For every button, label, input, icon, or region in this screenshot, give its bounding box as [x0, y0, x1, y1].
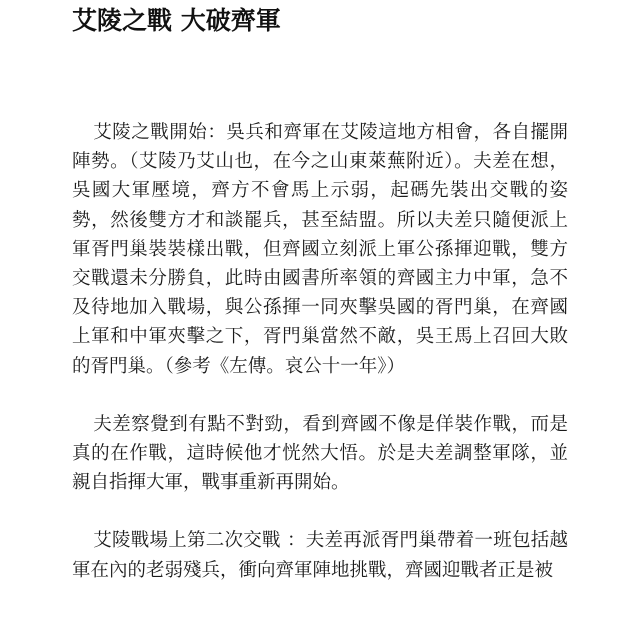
paragraph-1: 艾陵之戰開始：吳兵和齊軍在艾陵這地方相會，各自擺開陣勢。（艾陵乃艾山也，在今之山東萊蕪附近）。夫差在想，吳國大軍壓境，齊方不會馬上示弱，起碼先裝出交戰的姿勢，然後雙方才和談罷兵，甚至結盟。所以夫差只隨便派上軍胥門巢裝裝樣出戰，但齊國立刻派上軍公孫揮迎戰，雙方交戰還未分勝負，此時由國書所率領的齊國主力中軍，急不及待地加入戰場，與公孫揮一同夾擊吳國的胥門巢，在齊國上軍和中軍夾擊之下，胥門巢當然不敵，吳王馬上召回大敗的胥門巢。（參考《左傳。哀公十一年》）: [72, 122, 568, 377]
article-title: 艾陵之戰 大破齊軍: [72, 6, 281, 35]
paragraph-2: 夫差察覺到有點不對勁，看到齊國不像是佯裝作戰，而是真的在作戰，這時候他才恍然大悟。於是夫差調整軍隊，並親自指揮大軍，戰事重新再開始。: [72, 413, 568, 494]
article-body: [72, 118, 568, 614]
paragraph-3: 艾陵戰場上第二次交戰 ：夫差再派胥門巢帶着一班包括越軍在內的老弱殘兵，衝向齊軍陣地挑戰，齊國迎戰者正是被: [72, 530, 568, 581]
